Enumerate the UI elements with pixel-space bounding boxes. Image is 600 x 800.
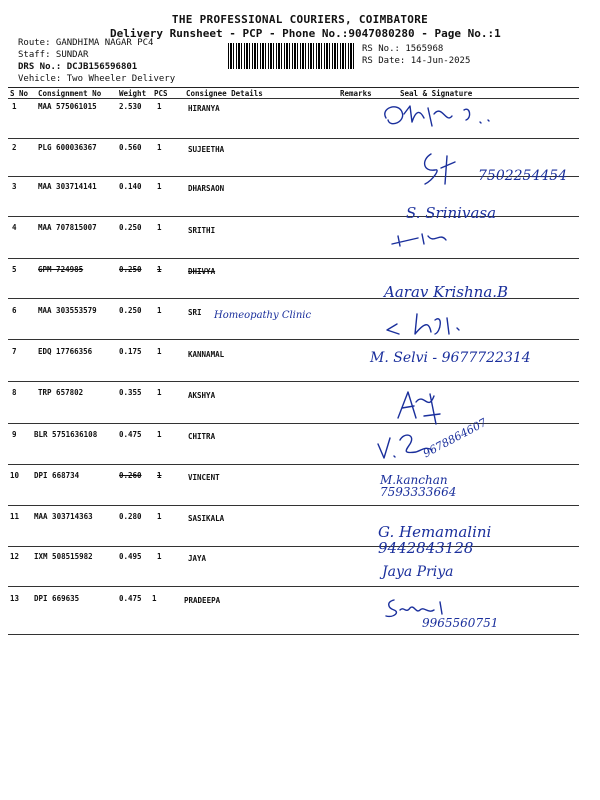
row-consignee: DHARSAON <box>188 184 225 193</box>
row-pcs: 1 <box>157 306 162 315</box>
row-rule <box>8 339 579 340</box>
drs-field: DRS No.: DCJB156596801 <box>18 62 138 72</box>
col-sno: S No <box>10 89 29 98</box>
handwritten-name-row7: M. Selvi - 9677722314 <box>370 350 531 366</box>
row-weight: 0.475 <box>119 594 142 603</box>
rs-number: RS No.: 1565968 <box>362 44 444 54</box>
row-sno: 12 <box>10 552 20 561</box>
col-seal: Seal & Signature <box>400 89 473 98</box>
row-weight: 0.140 <box>119 182 142 191</box>
handwritten-note-row6: Homeopathy Clinic <box>214 310 312 321</box>
row-pcs: 1 <box>152 594 157 603</box>
header-rule <box>8 98 579 99</box>
row-consignee: AKSHYA <box>188 391 216 400</box>
handwritten-phone-row2: 7502254454 <box>478 168 568 184</box>
row-rule <box>8 586 579 587</box>
row-consignee: HIRANYA <box>188 104 220 113</box>
row-sno: 9 <box>12 430 17 439</box>
row-consignee: JAYA <box>188 554 207 563</box>
signature-row6 <box>385 310 485 340</box>
handwritten-phone-row9: 9678864607 <box>420 415 489 461</box>
row-sno: 7 <box>12 347 17 356</box>
vehicle-field: Vehicle: Two Wheeler Delivery <box>18 74 176 84</box>
rs-date: RS Date: 14-Jun-2025 <box>362 56 471 66</box>
row-sno: 8 <box>12 388 17 397</box>
row-pcs: 1 <box>157 265 162 274</box>
row-pcs: 1 <box>157 347 162 356</box>
row-weight: 0.260 <box>119 471 142 480</box>
row-pcs: 1 <box>157 102 162 111</box>
row-rule <box>8 258 579 259</box>
row-sno: 1 <box>12 102 17 111</box>
row-weight: 0.495 <box>119 552 142 561</box>
row-consignment: TRP 657802 <box>38 388 84 397</box>
row-weight: 0.250 <box>119 306 142 315</box>
row-consignment: MAA 303714141 <box>38 182 97 191</box>
row-rule <box>8 464 579 465</box>
handwritten-name-row10: M.kanchan 7593333664 <box>380 473 457 499</box>
row-sno: 13 <box>10 594 20 603</box>
row-consignment: GPM 724985 <box>38 265 84 274</box>
row-sno: 6 <box>12 306 17 315</box>
row-consignee: PRADEEPA <box>184 596 221 605</box>
company-title: THE PROFESSIONAL COURIERS, COIMBATORE <box>171 13 429 26</box>
row-rule <box>8 505 579 506</box>
row-sno: 10 <box>10 471 20 480</box>
row-weight: 0.250 <box>119 223 142 232</box>
row-sno: 5 <box>12 265 17 274</box>
signature-row8 <box>394 388 444 428</box>
row-rule <box>8 381 579 382</box>
col-pcs: PCS <box>154 89 168 98</box>
row-pcs: 1 <box>157 182 162 191</box>
signature-row1 <box>380 100 500 136</box>
row-consignment: MAA 303714363 <box>34 512 93 521</box>
row-consignee: CHITRA <box>188 432 216 441</box>
row-pcs: 1 <box>157 388 162 397</box>
row-pcs: 1 <box>157 143 162 152</box>
row-pcs: 1 <box>157 471 162 480</box>
staff-field: Staff: SUNDAR <box>18 50 89 60</box>
row-weight: 2.530 <box>119 102 142 111</box>
row-consignment: MAA 707815007 <box>38 223 97 232</box>
runsheet-subtitle: Delivery Runsheet - PCP - Phone No.:9047080280 - Page No.:1 <box>110 27 501 40</box>
handwritten-name-row3: S. Srinivasa <box>406 204 497 222</box>
row-consignment: MAA 303553579 <box>38 306 97 315</box>
col-weight: Weight <box>119 89 147 98</box>
handwritten-phone-row13: 9965560751 <box>422 616 499 630</box>
handwritten-name-row12: Jaya Priya <box>382 564 454 580</box>
row-consignment: MAA 575061015 <box>38 102 97 111</box>
row-consignee: KANNAMAL <box>188 350 225 359</box>
signature-row4 <box>388 230 458 250</box>
row-sno: 2 <box>12 143 17 152</box>
row-consignee: SRITHI <box>188 226 216 235</box>
row-sno: 4 <box>12 223 17 232</box>
row-consignee: SUJEETHA <box>188 145 225 154</box>
row-consignee: VINCENT <box>188 473 220 482</box>
row-consignee: SRI <box>188 308 202 317</box>
row-consignee: DHIVYA <box>188 267 216 276</box>
barcode <box>228 43 355 69</box>
row-weight: 0.475 <box>119 430 142 439</box>
table-bottom-rule <box>8 634 579 635</box>
row-pcs: 1 <box>157 552 162 561</box>
row-weight: 0.355 <box>119 388 142 397</box>
row-weight: 0.560 <box>119 143 142 152</box>
col-consignee: Consignee Details <box>186 89 263 98</box>
col-remarks: Remarks <box>340 89 372 98</box>
row-consignment: IXM 508515982 <box>34 552 93 561</box>
handwritten-name-row5: Aarav Krishna.B <box>384 283 509 301</box>
row-consignment: DPI 669635 <box>34 594 80 603</box>
route-field: Route: GANDHIMA NAGAR PC4 <box>18 38 154 48</box>
signature-row2 <box>415 150 465 190</box>
row-consignment: DPI 668734 <box>34 471 80 480</box>
row-rule <box>8 423 579 424</box>
row-consignment: PLG 600036367 <box>38 143 97 152</box>
row-rule <box>8 138 579 139</box>
row-weight: 0.280 <box>119 512 142 521</box>
row-pcs: 1 <box>157 430 162 439</box>
row-consignment: EDQ 17766356 <box>38 347 93 356</box>
row-pcs: 1 <box>157 223 162 232</box>
row-sno: 3 <box>12 182 17 191</box>
col-consignment: Consignment No <box>38 89 102 98</box>
table-top-rule <box>8 87 579 88</box>
row-weight: 0.250 <box>119 265 142 274</box>
row-weight: 0.175 <box>119 347 142 356</box>
row-consignment: BLR 5751636108 <box>34 430 98 439</box>
row-sno: 11 <box>10 512 20 521</box>
handwritten-name-row11: G. Hemamalini 9442843128 <box>378 523 492 557</box>
row-pcs: 1 <box>157 512 162 521</box>
row-consignee: SASIKALA <box>188 514 225 523</box>
